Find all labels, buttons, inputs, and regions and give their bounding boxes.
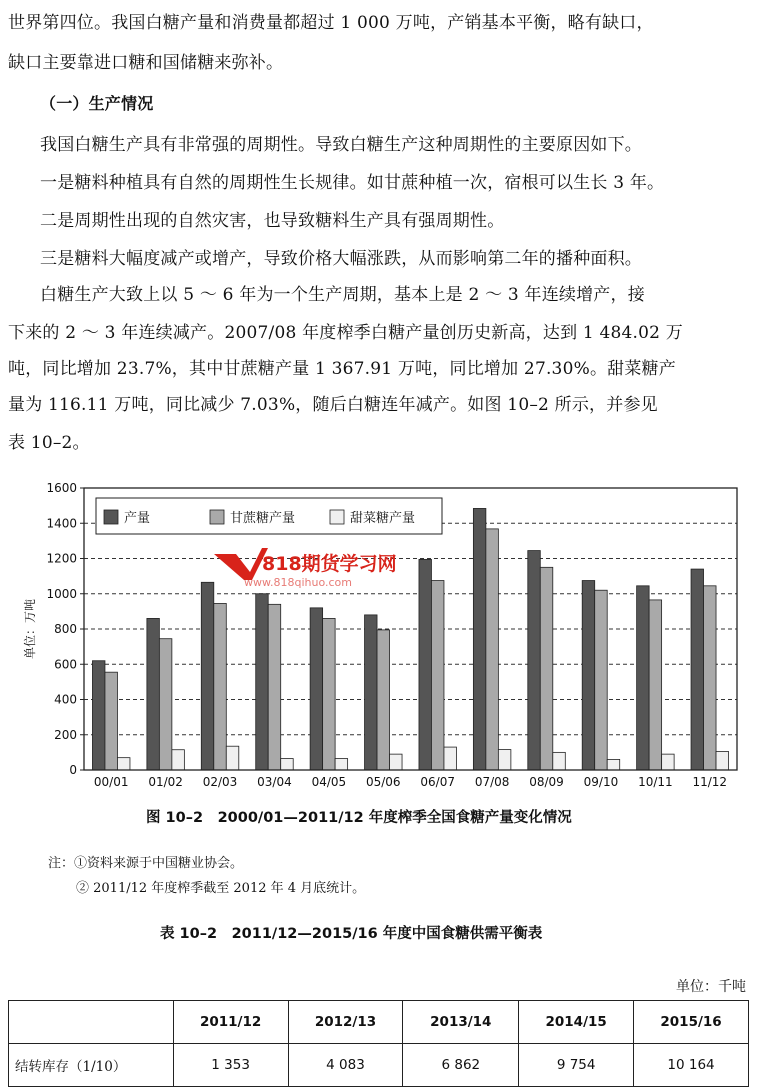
y-tick-label: 1400 [46,516,77,531]
figure-caption: 图 10–2 2000/01—2011/12 年度榨季全国食糖产量变化情况 [146,810,572,826]
table-caption: 表 10–2 2011/12—2015/16 年度中国食糖供需平衡表 [160,926,543,942]
bar [147,618,160,770]
bar [92,661,105,770]
table-cell: 9 754 [519,1044,634,1087]
watermark-title: 818期货学习网 [262,553,397,575]
bar [582,581,595,770]
x-tick-label: 05/06 [365,775,401,789]
table-header-cell: 2012/13 [288,1001,403,1044]
table-header-row [9,1001,749,1044]
table-row [9,1044,749,1087]
y-tick-label: 800 [54,622,77,636]
bar [691,569,704,770]
bar [553,752,566,770]
legend-label: 甜菜糖产量 [350,511,416,526]
x-tick-label: 01/02 [148,775,183,789]
paragraph-line: 世界第四位。我国白糖产量和消费量都超过 1 000 万吨，产销基本平衡，略有缺口， [8,13,654,33]
table-header-cell: 2011/12 [173,1001,288,1044]
bar [365,615,378,770]
paragraph-line: 一是糖料种植具有自然的周期性生长规律。如甘蔗种植一次，宿根可以生长 3 年。 [40,173,665,193]
bar [662,754,675,770]
y-axis-label: 单位：万吨 [23,598,37,660]
y-tick-label: 1600 [46,481,77,495]
y-tick-label: 600 [54,657,77,672]
bar [431,581,444,770]
bar [105,672,118,770]
chart-bars [92,508,728,770]
bar [335,759,348,770]
x-tick-label: 02/03 [202,775,238,789]
bar [214,603,227,770]
table-cell: 4 083 [288,1044,403,1087]
legend-swatch [210,510,224,524]
figure-note: 注：①资料来源于中国糖业协会。 [48,856,244,871]
table-cell: 6 862 [403,1044,519,1087]
legend-swatch [104,510,118,524]
bar [637,586,650,770]
paragraph-line: 白糖生产大致上以 5 ～ 6 年为一个生产周期，基本上是 2 ～ 3 年连续增产，接 [40,285,645,305]
bar [607,759,620,770]
bar [117,758,130,770]
bar [716,751,729,770]
bar [444,747,457,770]
x-tick-label: 06/07 [420,775,456,789]
bar [528,551,541,770]
bar [649,600,662,770]
table-row-label: 结转库存（1/10） [9,1044,174,1087]
sugar-production-chart [0,472,758,802]
watermark-url: www.818qihuo.com [244,576,352,589]
x-tick-label: 00/01 [93,775,129,789]
bar [256,594,268,770]
y-tick-label: 1000 [46,586,77,601]
paragraph-line: 缺口主要靠进口糖和国储糖来弥补。 [8,53,284,73]
paragraph-line: 下来的 2 ～ 3 年连续减产。2007/08 年度榨季白糖产量创历史新高，达到 1 484.02 万 [8,323,683,343]
y-tick-label: 1200 [46,551,77,566]
bar [377,630,390,770]
x-tick-label: 09/10 [583,775,619,789]
y-tick-label: 400 [54,692,77,707]
paragraph-line: 表 10–2。 [8,433,90,453]
x-tick-label: 07/08 [474,775,510,789]
legend-label: 产量 [124,511,151,526]
x-tick-label: 11/12 [692,775,728,789]
x-tick-label: 10/11 [638,775,673,789]
paragraph-line: 吨，同比增加 23.7%，其中甘蔗糖产量 1 367.91 万吨，同比增加 27.30%。甜菜糖产 [8,359,676,379]
x-tick-label: 04/05 [311,775,347,789]
bar [486,529,499,770]
supply-demand-table [8,1000,749,1087]
table-cell: 1 353 [173,1044,288,1087]
x-tick-label: 03/04 [257,775,292,789]
bar [595,590,608,770]
paragraph-line: 量为 116.11 万吨，同比减少 7.03%，随后白糖连年减产。如图 10–2 所示，并参见 [8,395,658,415]
bar [226,746,239,770]
legend-label: 甘蔗糖产量 [230,511,296,526]
legend-swatch [330,510,344,524]
bar [419,559,432,770]
y-tick-label: 200 [54,727,77,742]
bar [310,608,323,770]
table-header-cell: 2014/15 [519,1001,634,1044]
bar [323,618,336,770]
bar [268,604,281,770]
bar [159,639,172,770]
chart-legend [96,498,442,534]
bar [390,754,403,770]
table-header-cell: 2013/14 [403,1001,519,1044]
figure-note: ② 2011/12 年度榨季截至 2012 年 4 月底统计。 [76,881,366,896]
bar [473,508,486,770]
section-heading: （一）生产情况 [40,94,154,113]
paragraph-line: 三是糖料大幅度减产或增产，导致价格大幅涨跌，从而影响第二年的播种面积。 [40,249,642,269]
bar [704,586,717,770]
paragraph-line: 我国白糖生产具有非常强的周期性。导致白糖生产这种周期性的主要原因如下。 [40,135,642,155]
bar [540,567,553,770]
bar [281,759,294,770]
x-tick-label: 08/09 [529,775,564,789]
y-tick-label: 0 [69,763,77,777]
bar [498,750,511,770]
watermark [214,548,397,589]
table-cell: 10 164 [634,1044,749,1087]
paragraph-line: 二是周期性出现的自然灾害，也导致糖料生产具有强周期性。 [40,211,505,231]
table-header-cell: 2015/16 [634,1001,749,1044]
bar [201,582,214,770]
table-unit: 单位：千吨 [676,979,746,995]
bar [172,750,185,770]
table-header-cell [9,1001,174,1044]
